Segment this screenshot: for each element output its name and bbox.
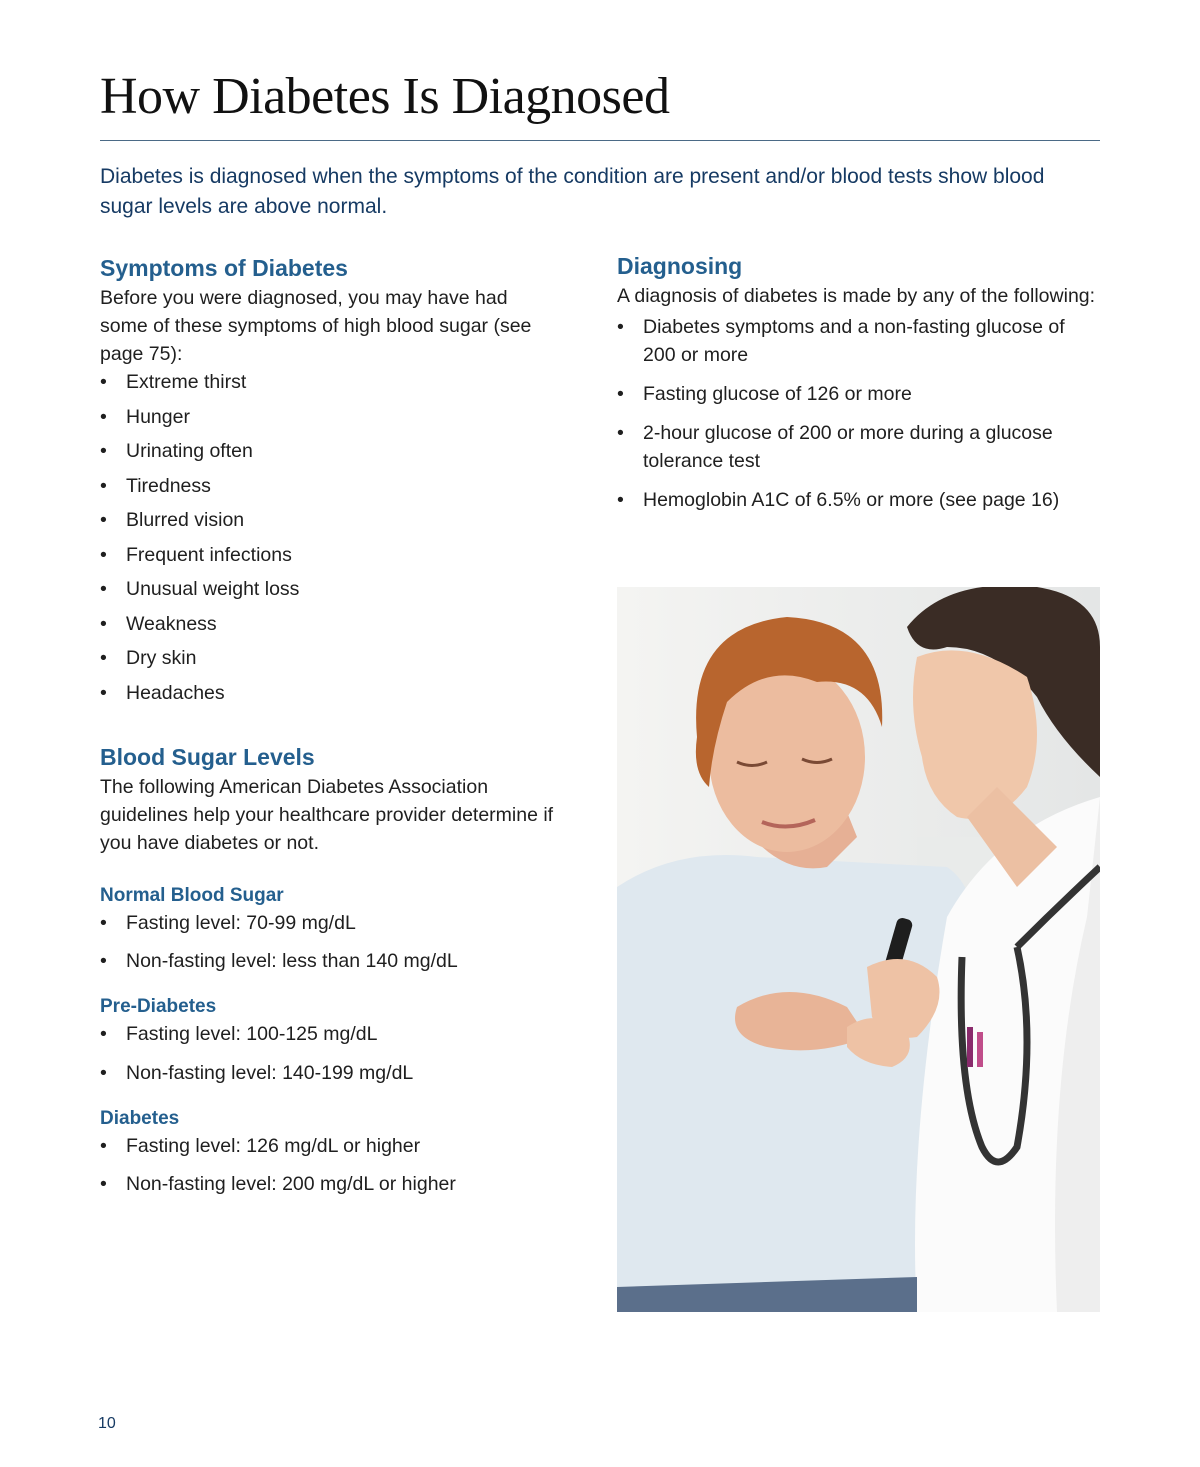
pre-diabetes-heading: Pre-Diabetes xyxy=(100,996,217,1017)
list-item: • Unusual weight loss xyxy=(100,575,560,603)
page-title: How Diabetes Is Diagnosed xyxy=(100,68,670,125)
diabetes-levels-list xyxy=(100,1132,560,1199)
diagnosing-text: A diagnosis of diabetes is made by any of the following: xyxy=(617,285,1096,307)
photo-glucose-test xyxy=(617,587,1100,1312)
page-number: 10 xyxy=(98,1415,116,1432)
list-item: • Hunger xyxy=(100,403,560,431)
intro-text: Diabetes is diagnosed when the symptoms of the condition are present and/or blood tests show blood sugar levels are above normal. xyxy=(100,165,1045,218)
list-item: • Hemoglobin A1C of 6.5% or more (see page 16) xyxy=(617,486,1100,514)
left-column xyxy=(100,252,560,1209)
title-divider xyxy=(100,140,1100,141)
right-column xyxy=(617,250,1100,525)
diagnosing-list xyxy=(617,313,1100,514)
diagnosing-heading: Diagnosing xyxy=(617,253,743,279)
list-item: • Frequent infections xyxy=(100,541,560,569)
blood-sugar-text: The following American Diabetes Association guidelines help your healthcare provider determine if you have diabetes or not. xyxy=(100,775,554,854)
list-item: • Fasting glucose of 126 or more xyxy=(617,380,1100,408)
list-item: • Diabetes symptoms and a non-fasting glucose of 200 or more xyxy=(617,313,1100,369)
list-item: • Blurred vision xyxy=(100,506,560,534)
list-item: • Extreme thirst xyxy=(100,368,560,396)
symptoms-heading: Symptoms of Diabetes xyxy=(100,255,348,281)
list-item: • Non-fasting level: 200 mg/dL or higher xyxy=(100,1170,560,1198)
list-item: • Fasting level: 126 mg/dL or higher xyxy=(100,1132,560,1160)
list-item: • Dry skin xyxy=(100,644,560,672)
list-item: • Headaches xyxy=(100,679,560,707)
normal-levels-list xyxy=(100,909,560,976)
symptoms-list xyxy=(100,368,560,707)
list-item: • Non-fasting level: less than 140 mg/dL xyxy=(100,947,560,975)
list-item: • Fasting level: 100-125 mg/dL xyxy=(100,1020,560,1048)
symptoms-text: Before you were diagnosed, you may have had some of these symptoms of high blood sugar (see page 75): xyxy=(100,287,532,365)
normal-blood-sugar-heading: Normal Blood Sugar xyxy=(100,884,284,906)
list-item: • Urinating often xyxy=(100,437,560,465)
list-item: • 2-hour glucose of 200 or more during a glucose tolerance test xyxy=(617,419,1100,475)
blood-sugar-heading: Blood Sugar Levels xyxy=(100,743,315,770)
list-item: • Tiredness xyxy=(100,472,560,500)
list-item: • Fasting level: 70-99 mg/dL xyxy=(100,909,560,937)
list-item: • Weakness xyxy=(100,610,560,638)
list-item: • Non-fasting level: 140-199 mg/dL xyxy=(100,1059,560,1087)
pre-diabetes-levels-list xyxy=(100,1020,560,1087)
diabetes-heading: Diabetes xyxy=(100,1107,180,1129)
